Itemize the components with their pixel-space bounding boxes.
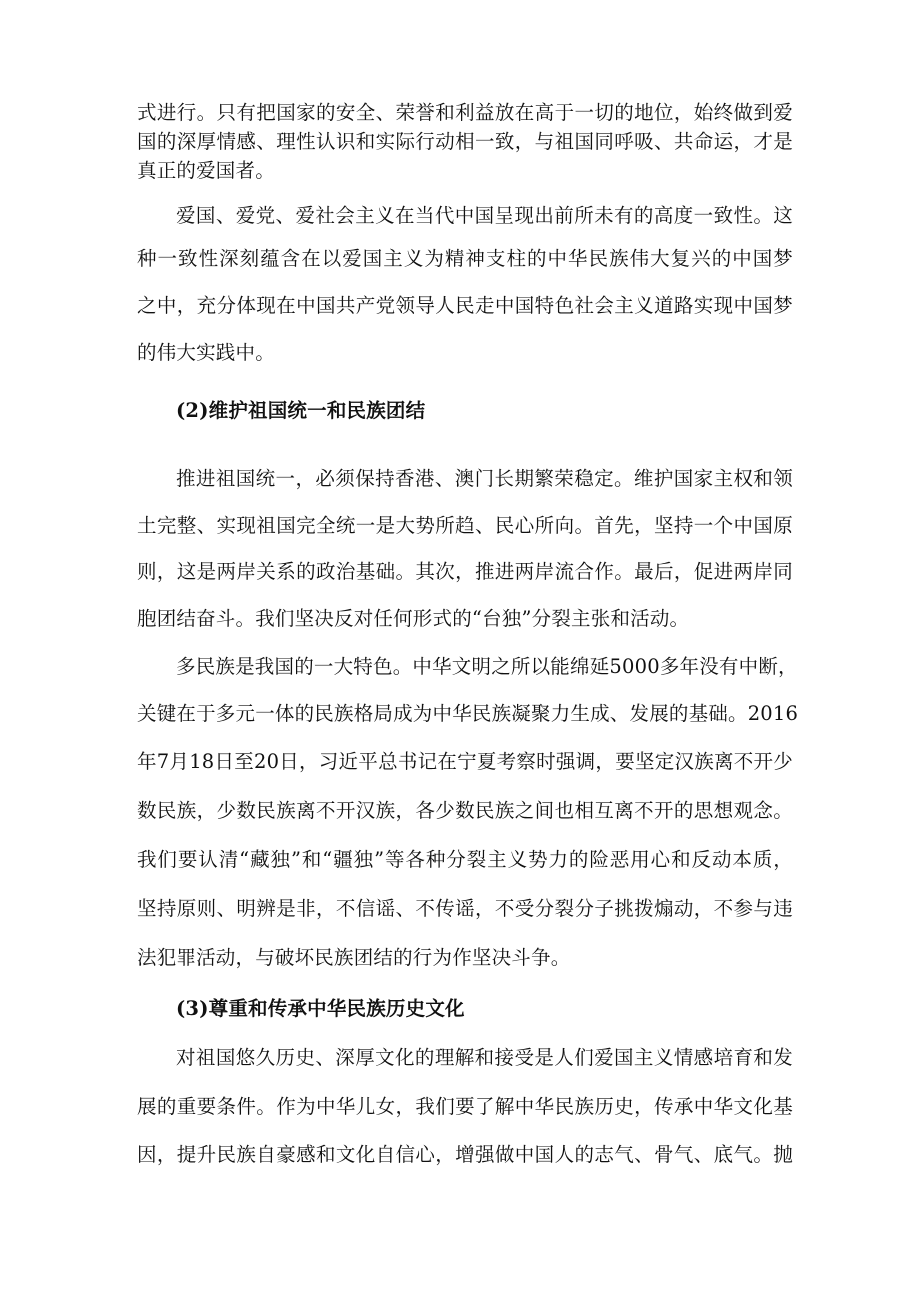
paragraph-4-line-1: 多民族是我国的一大特色。中华文明之所以能绵延5000多年没有中断， bbox=[176, 655, 798, 678]
paragraph-4-line-6: 坚持原则、明辨是非，不信谣、不传谣，不受分裂分子挑拨煽动，不参与违 bbox=[137, 897, 793, 920]
paragraph-3-line-4: 胞团结奋斗。我们坚决反对任何形式的“台独”分裂主张和活动。 bbox=[137, 607, 690, 630]
paragraph-2-line-1: 爱国、爱党、爱社会主义在当代中国呈现出前所未有的高度一致性。这 bbox=[176, 204, 793, 227]
paragraph-4-line-3: 年7月18日至20日，习近平总书记在宁夏考察时强调，要坚定汉族离不开少 bbox=[137, 750, 793, 773]
paragraph-4-line-5: 我们要认清“藏独”和“疆独”等各种分裂主义势力的险恶用心和反动本质， bbox=[137, 848, 793, 871]
paragraph-3-line-1: 推进祖国统一，必须保持香港、澳门长期繁荣稳定。维护国家主权和领 bbox=[176, 467, 793, 490]
paragraph-4-line-7: 法犯罪活动，与破坏民族团结的行为作坚决斗争。 bbox=[137, 946, 571, 969]
section-heading-3: (3)尊重和传承中华民族历史文化 bbox=[176, 997, 465, 1020]
paragraph-2-line-2: 种一致性深刻蕴含在以爱国主义为精神支柱的中华民族伟大复兴的中国梦 bbox=[137, 247, 793, 270]
paragraph-2-line-3: 之中，充分体现在中国共产党领导人民走中国特色社会主义道路实现中国梦 bbox=[137, 294, 793, 317]
paragraph-5-line-3: 因，提升民族自豪感和文化自信心，增强做中国人的志气、骨气、底气。抛 bbox=[137, 1143, 793, 1166]
paragraph-5-line-1: 对祖国悠久历史、深厚文化的理解和接受是人们爱国主义情感培育和发 bbox=[176, 1046, 793, 1069]
paragraph-4-line-4: 数民族，少数民族离不开汉族，各少数民族之间也相互离不开的思想观念。 bbox=[137, 799, 793, 822]
paragraph-1-line-3: 真正的爱国者。 bbox=[137, 159, 275, 182]
paragraph-3-line-2: 土完整、实现祖国完全统一是大势所趋、民心所向。首先，坚持一个中国原 bbox=[137, 514, 793, 537]
paragraph-4-line-2: 关键在于多元一体的民族格局成为中华民族凝聚力生成、发展的基础。2016 bbox=[137, 702, 799, 725]
section-heading-2: (2)维护祖国统一和民族团结 bbox=[176, 399, 426, 422]
paragraph-5-line-2: 展的重要条件。作为中华儿女，我们要了解中华民族历史，传承中华文化基 bbox=[137, 1095, 793, 1118]
paragraph-2-line-4: 的伟大实践中。 bbox=[137, 341, 275, 364]
paragraph-1-line-1: 式进行。只有把国家的安全、荣誉和利益放在高于一切的地位，始终做到爱 bbox=[137, 101, 793, 124]
paragraph-3-line-3: 则，这是两岸关系的政治基础。其次，推进两岸流合作。最后，促进两岸同 bbox=[137, 560, 793, 583]
paragraph-1-line-2: 国的深厚情感、理性认识和实际行动相一致，与祖国同呼吸、共命运，才是 bbox=[137, 130, 793, 153]
